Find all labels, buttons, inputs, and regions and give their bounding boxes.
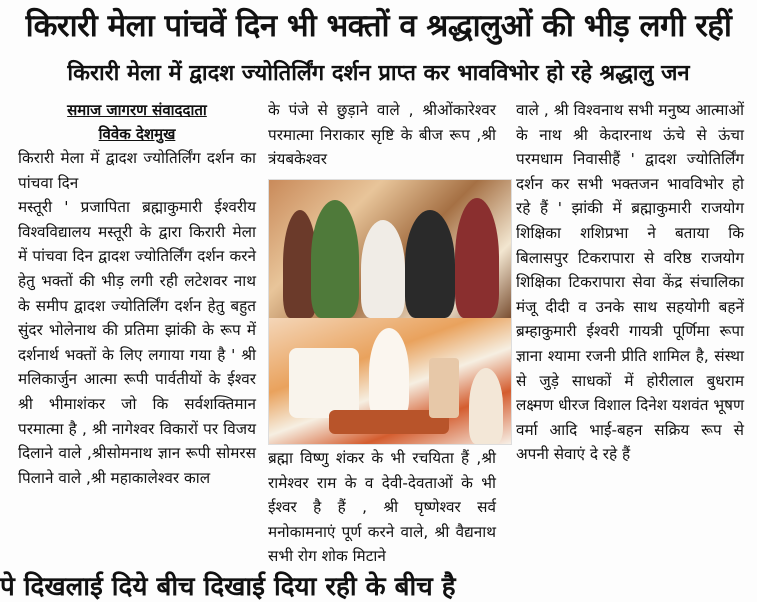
cutoff-text: पे दिखलाई दिये बीच दिखाई दिया रही के बीच है xyxy=(0,572,456,602)
subheadline: किरारी मेला में द्वादश ज्योतिर्लिंग दर्शन प्राप्त कर भावविभोर हो रहे श्रद्धालु जन xyxy=(67,61,690,86)
column-3 xyxy=(516,98,744,467)
devotees-photo xyxy=(269,180,511,318)
body-paragraph-2-top: के पंजे से छुड़ाने वाले , श्रीओंकारेश्वर परमात्मा निराकार सृष्टि के बीज रूप ,श्री त्रंयबकेश्वर xyxy=(268,101,496,169)
tableau-photo xyxy=(269,318,511,444)
headline: किरारी मेला पांचवें दिन भी भक्तों व श्रद्धालुओं की भीड़ लगी रहीं xyxy=(25,8,732,44)
column-1 xyxy=(18,98,256,490)
byline-role: समाज जागरण संवाददाता xyxy=(67,101,207,119)
byline-name: विवेक देशमुख xyxy=(98,125,176,143)
news-photo xyxy=(268,179,512,445)
body-paragraph-1: मस्तूरी ' प्रजापिता ब्रह्माकुमारी ईश्वरीय विश्वविद्यालय मस्तूरी के द्वारा किरारी मेला में पांचवा दिन द्वादश ज्योतिर्लिंग दर्शन करने हेतु भक्तों की भीड़ लगी रही लटेशवर नाथ के समीप द्वादश ज्योतिर्लिंग दर्शन हेतु बहुत सुंदर भोलेनाथ की प्रतिमा झांकी के रूप में दर्शनार्थ भक्तों के लिए लगाया गया है ' श्री मलिकार्जुन आत्मा रूपी पार्वतीयों के ईश्वर श्री भीमाशंकर जो कि सर्वशक्तिमान परमात्मा है , श्री नागेश्वर विकारों पर विजय दिलाने वाले ,श्रीसोमनाथ ज्ञान रूपी सोमरस पिलाने वाले ,श्री महाकालेश्वर काल xyxy=(18,198,256,487)
lead-paragraph: किरारी मेला में द्वादश ज्योतिर्लिंग दर्शन का पांचवा दिन xyxy=(18,149,256,192)
next-headline-cutoff xyxy=(0,568,757,602)
body-paragraph-3: वाले , श्री विश्वनाथ सभी मनुष्य आत्माओं के नाथ श्री केदारनाथ ऊंचे से ऊंचा परमधाम निवासीहैं ' द्वादश ज्योतिर्लिंग दर्शन कर सभी भक्तजन भावविभोर हो रहे हैं ' झांकी में ब्रह्माकुमारी राजयोग शिक्षिका शशिप्रभा ने बताया कि बिलासपुर टिकरापारा से वरिष्ठ राजयोग शिक्षिका टिकरापारा सेवा केंद्र संचालिका मंजू दीदी व उनके साथ सहयोगी बहनें ब्रम्हाकुमारी ईश्वरी गायत्री पूर्णिमा रूपा ज्ञाना श्यामा रजनी प्रीति शामिल है, संस्था से जुड़े साधकों में होरीलाल बुधराम लक्ष्मण धीरज विशाल दिनेश यशवंत भूषण वर्मा आदि भाई-बहन सक्रिय रूप से अपनी सेवाएं दे रहे हैं xyxy=(516,101,745,464)
column-2 xyxy=(268,98,496,172)
column-2-lower xyxy=(268,446,496,569)
body-paragraph-2-bottom: ब्रह्मा विष्णु शंकर के भी रचयिता हैं ,श्री रामेश्वर राम के व देवी-देवताओं के भी ईश्वर है हैं , श्री घृष्णेश्वर सर्व मनोकामनाएं पूर्ण करने वाले, श्री वैद्यनाथ सभी रोग शोक मिटाने xyxy=(268,449,496,566)
